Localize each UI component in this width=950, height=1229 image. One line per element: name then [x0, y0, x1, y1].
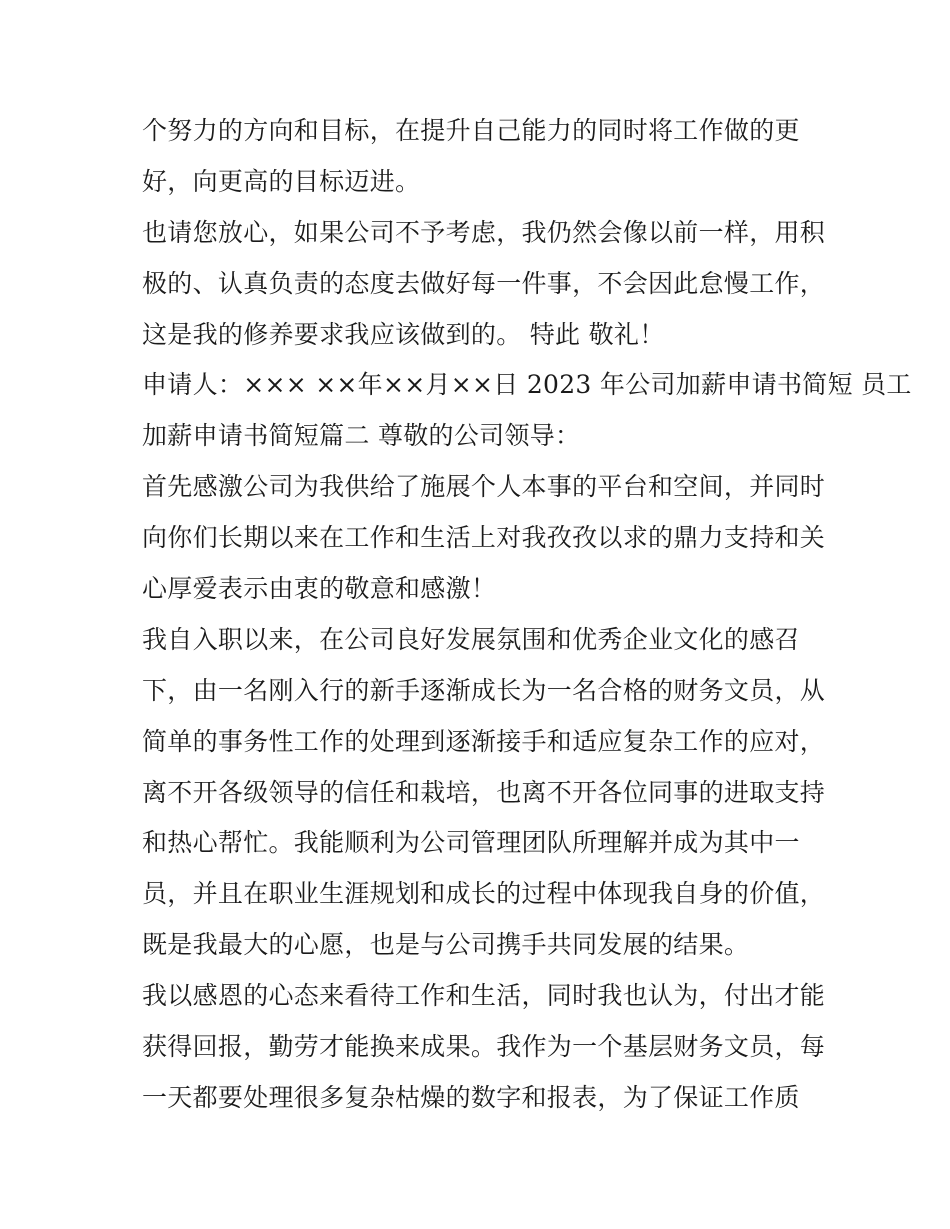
text-line: 下，由一名刚入行的新手逐渐成长为一名合格的财务文员，从	[142, 675, 826, 705]
text-line: 既是我最大的心愿，也是与公司携手共同发展的结果。	[142, 930, 750, 960]
text-line: 我自入职以来，在公司良好发展氛围和优秀企业文化的感召	[142, 624, 800, 654]
text-line: 好，向更高的目标迈进。	[142, 166, 421, 196]
text-line: 获得回报，勤劳才能换来成果。我作为一个基层财务文员，每	[142, 1032, 826, 1062]
text-line: 也请您放心，如果公司不予考虑，我仍然会像以前一样，用积	[142, 217, 826, 247]
text-line: 员，并且在职业生涯规划和成长的过程中体现我自身的价值，	[142, 879, 826, 909]
text-line: 首先感激公司为我供给了施展个人本事的平台和空间，并同时	[142, 472, 826, 502]
text-line: 申请人：××× ××年××月××日 2023 年公司加薪申请书简短 员工	[142, 370, 912, 400]
text-line: 这是我的修养要求我应该做到的。 特此 敬礼！	[142, 319, 665, 349]
document-body	[142, 106, 912, 1124]
text-line: 一天都要处理很多复杂枯燥的数字和报表，为了保证工作质	[142, 1082, 800, 1112]
text-line: 心厚爱表示由衷的敬意和感激！	[142, 574, 497, 604]
text-line: 和热心帮忙。我能顺利为公司管理团队所理解并成为其中一	[142, 828, 800, 858]
text-line: 个努力的方向和目标，在提升自己能力的同时将工作做的更	[142, 116, 800, 145]
text-line: 我以感恩的心态来看待工作和生活，同时我也认为，付出才能	[142, 981, 826, 1011]
text-line: 离不开各级领导的信任和栽培，也离不开各位同事的进取支持	[142, 777, 826, 807]
text-line: 加薪申请书简短篇二 尊敬的公司领导：	[142, 421, 581, 451]
text-line: 向你们长期以来在工作和生活上对我孜孜以求的鼎力支持和关	[142, 523, 826, 553]
text-line: 简单的事务性工作的处理到逐渐接手和适应复杂工作的应对，	[142, 726, 826, 756]
text-line: 极的、认真负责的态度去做好每一件事，不会因此怠慢工作，	[142, 268, 826, 298]
